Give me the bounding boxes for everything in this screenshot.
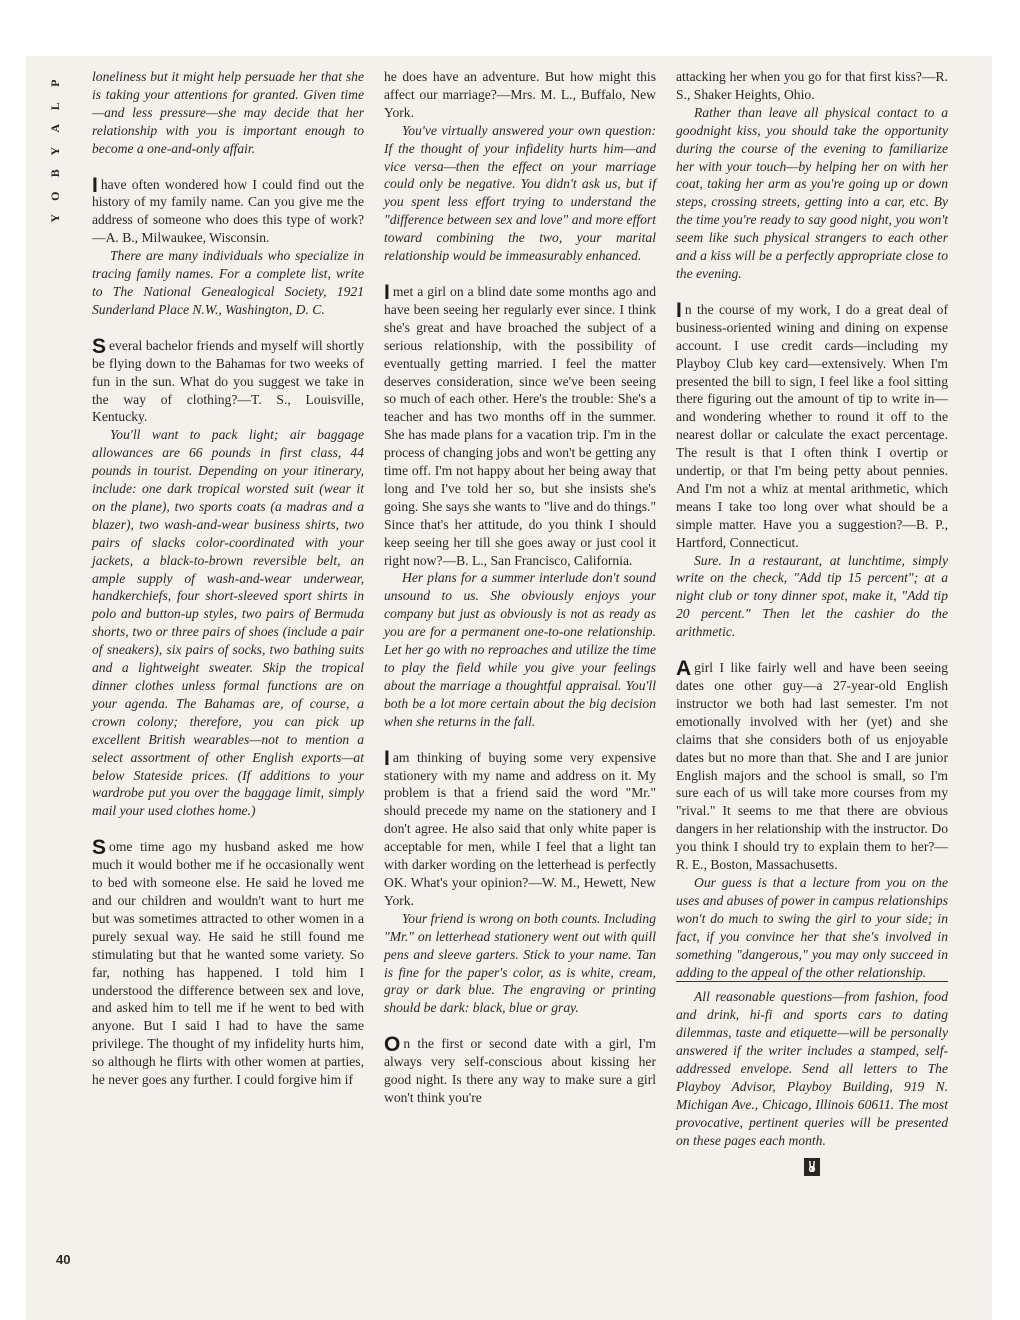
answer-text: loneliness but it might help persuade her that she is taking your attentions for granted. Given time—and less pressure—she may decide that her relationship with you is important enough to become a one-and-only affair.: [92, 69, 364, 156]
rabbit-head-icon: [804, 1158, 820, 1176]
answer-text: You've virtually answered your own question: If the thought of your infidelity hurts him—and vice versa—then the effect on your marriage could only be negative. You didn't ask us, but if you spent less effort trying to understand the "difference between sex and love" and more effort toward combining the two, your marital relationship would be immeasurably enhanced.: [384, 122, 656, 264]
answer-text: Her plans for a summer interlude don't sound unsound to us. She obviously enjoys your company but just as obviously is not as ready as you are for a permanent one-to-one relationship. Let her go with no reproaches and utilize the time to play the field while you give your feelings about the marriage a thoughtful appraisal. You'll both be a lot more certain about the big decision when she returns in the fall.: [384, 570, 656, 729]
answer-text: You'll want to pack light; air baggage allowances are 66 pounds in first class, 44 pounds in tourist. Depending on your itinerary, include: one dark tropical worsted suit (wear it on the plane), two sports coats (a madras and a blazer), two wash-and-wear business shirts, two pairs of slacks color-coordinated with your jackets, a black-to-brown reversible belt, an ample supply of wash-and-wear underwear, handkerchiefs, four short-sleeved sport shirts in polo and button-up styles, two pairs of Bermuda shorts, two or three pairs of shoes (include a pair of sneakers), six pairs of socks, two bathing suits and a lightweight sweater. Skip the tropical dinner clothes unless formal functions are on your agenda. The Bahamas are, of course, a crown colony; therefore, you can pick up excellent British wearables—not to mention a select assortment of other English exports—at below Stateside prices. (If additions to your wardrobe put you over the baggage limit, simply mail your used clothes home.): [92, 427, 364, 819]
page-number: 40: [56, 1252, 71, 1267]
running-head: P L A Y B O Y: [47, 79, 62, 223]
question-text: Imet a girl on a blind date some months ago and have been seeing her regularly ever since. I think she's great and have broached the subject of a serious relationship, with the possibility of eventually getting married. I feel the matter deserves consideration, since we've been seeing so much of each other. Here's the trouble: She's a teacher and has two months off in the summer. She has made plans for a vacation trip. I'm in the process of changing jobs and won't be getting any time off. I'm not happy about her being away that long and I've told her so, but she insists she's going. She says she wants to "live and do things." Since that's her attitude, do you think I should keep seeing her till she goes away or just cool it right now?—B. L., San Francisco, California.: [384, 280, 656, 568]
question-text: Ihave often wondered how I could find out the history of my family name. Can you give me the address of someone who does this type of work?—A. B., Milwaukee, Wisconsin.: [92, 173, 364, 246]
question-text: he does have an adventure. But how might this affect our marriage?—Mrs. M. L., Buffalo, New York.: [384, 69, 656, 120]
answer-text: There are many individuals who specialize in tracing family names. For a complete list, write to The National Genealogical Society, 1921 Sunderland Place N.W., Washington, D. C.: [92, 248, 364, 317]
question-text: In the course of my work, I do a great deal of business-oriented wining and dining on expense account. I use credit cards—including my Playboy Club key card—extensively. When I'm presented the bill to sign, I feel like a fool sitting there figuring out the amount of tip to write in—and wondering whether to round it off to the nearest dollar or calculate the exact percentage. The result is that I often think I overtip or undertip, or that I'm being petty about pennies. And I'm not a whiz at mental arithmetic, which means I take too long over what should be a simple matter. Have you a suggestion?—B. P., Hartford, Connecticut.: [676, 298, 948, 550]
drop-cap: I: [384, 746, 390, 770]
drop-cap: I: [384, 280, 390, 304]
question-text: On the first or second date with a girl, I'm always very self-conscious about kissing her good night. Is there any way to make sure a girl won't think you're: [384, 1033, 656, 1105]
question-text: Some time ago my husband asked me how much it would bother me if he occasionally went to bed with someone else. He said he loved me and our children and wouldn't want to hurt me but was sometimes attracted to other women in a purely sexual way. He said he still found me stimulating but that he wanted some variety. So far, nothing has happened. I told him I understood the difference between sex and love, and asked him to tell me if he went to bed with anyone. But I said I had to have the same privilege. The thought of my infidelity hurts him, so although he flirts with other women at parties, he never goes any further. I could forgive him if: [92, 836, 364, 1088]
drop-cap: A: [676, 657, 692, 681]
column-2: [384, 68, 656, 1107]
question-text: Several bachelor friends and myself will shortly be flying down to the Bahamas for two weeks of fun in the sun. What do you suggest we take in the way of clothing?—T. S., Louisville, Kentucky.: [92, 334, 364, 425]
advisor-info-box: All reasonable questions—from fashion, food and drink, hi-fi and sports cars to dating dilemmas, taste and etiquette—will be personally answered if the writer includes a stamped, self-addressed envelope. Send all letters to The Playboy Advisor, Playboy Building, 919 N. Michigan Ave., Chicago, Illinois 60611. The most provocative, pertinent queries will be presented on these pages each month.: [676, 981, 948, 1149]
column-1: [92, 68, 364, 1089]
column-3: [676, 68, 948, 1176]
question-text: Iam thinking of buying some very expensive stationery with my name and address on it. My problem is that a friend said the word "Mr." should precede my name on the stationery and I don't agree. He also said that only white paper is acceptable for men, while I feel that a light tan with darker wording on the letterhead is perfectly OK. What's your opinion?—W. M., Hewett, New York.: [384, 746, 656, 908]
answer-text: Our guess is that a lecture from you on the uses and abuses of power in campus relationships won't do much to swing the girl to your side; in fact, if you convince her that she's involved in something "dangerous," you may only succeed in adding to the appeal of the other relationship.: [676, 874, 948, 980]
drop-cap: S: [92, 836, 107, 860]
drop-cap: S: [92, 334, 107, 358]
answer-text: Sure. In a restaurant, at lunchtime, simply write on the check, "Add tip 15 percent"; at a night club or tony dinner spot, make it, "Add tip 20 percent." Then let the cashier do the arithmetic.: [676, 552, 948, 640]
drop-cap: I: [676, 298, 682, 322]
question-text: Agirl I like fairly well and have been seeing dates one other guy—a 27-year-old English instructor we both had last semester. I'm not emotionally involved with her (yet) and she claims that she considers both of us enjoyable dates but no more than that. She and I are junior English majors and the school is small, so I'm sure each of us will take more courses from my "rival." It seems to me that there are obvious dangers in her relationship with the instructor. Do you think I should try to explain them to her?—R. E., Boston, Massachusetts.: [676, 657, 948, 873]
answer-text: Rather than leave all physical contact to a goodnight kiss, you should take the opportunity during the course of the evening to familiarize her with your touch—by helping her on with her coat, taking her arm as you're going up or down steps, crossing streets, getting into a car, etc. By the time you're ready to say good night, you won't seem like such physical strangers to each other and a kiss will be a perfectly appropriate close to the evening.: [676, 104, 948, 281]
answer-text: Your friend is wrong on both counts. Including "Mr." on letterhead stationery went out with quill pens and sleeve garters. Stick to your name. Tan is fine for the paper's color, as is white, cream, gray or dark blue. The engraving or printing should be dark: black, blue or gray.: [384, 910, 656, 1016]
drop-cap: O: [384, 1033, 401, 1057]
question-text: attacking her when you go for that first kiss?—R. S., Shaker Heights, Ohio.: [676, 69, 948, 102]
drop-cap: I: [92, 173, 98, 197]
